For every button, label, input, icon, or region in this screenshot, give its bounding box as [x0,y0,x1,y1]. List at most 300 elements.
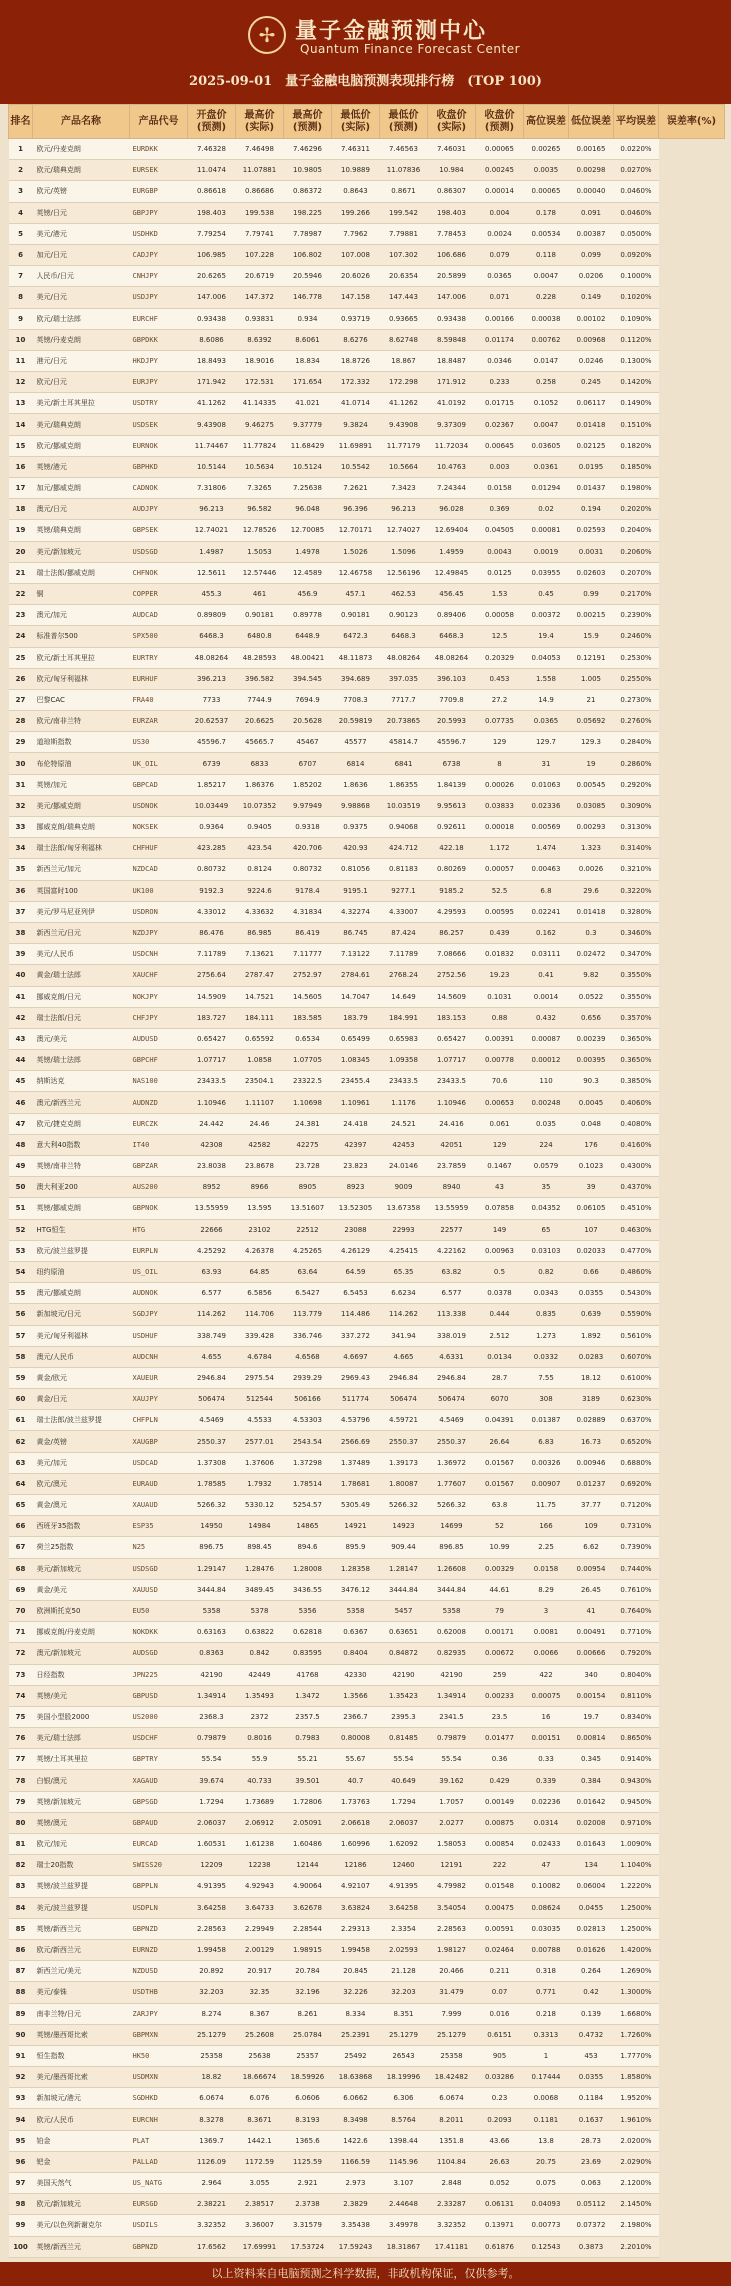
table-cell: 0.2760% [614,711,659,732]
table-cell: 10.9889 [332,160,380,181]
table-row [9,1664,725,1685]
table-cell: 0.8671 [380,181,428,202]
table-cell: 1.07705 [284,1050,332,1071]
table-cell: 1.77607 [428,1473,476,1494]
table-cell: 1.7294 [380,1791,428,1812]
table-cell: 3.32352 [188,2215,236,2236]
table-cell: 91 [9,2045,33,2066]
table-cell: 17 [9,478,33,499]
table-cell: 0.842 [236,1643,284,1664]
table-cell: 0.01477 [476,1728,524,1749]
table-cell: 86.745 [332,922,380,943]
table-cell: 25357 [284,2045,332,2066]
table-row [9,1007,725,1028]
table-cell: 7.13621 [236,944,284,965]
table-cell: 114.706 [236,1304,284,1325]
table-cell: 0.00788 [524,1939,569,1960]
table-cell: 0.1420% [614,372,659,393]
table-cell: 47 [524,1855,569,1876]
table-row [9,626,725,647]
table-row [9,1706,725,1727]
table-cell: 0.63163 [188,1622,236,1643]
table-cell: 0.00954 [569,1558,614,1579]
table-cell: 26.64 [476,1431,524,1452]
compass-logo-icon: ✢ [248,16,286,54]
table-cell: 2.0290% [614,2151,659,2172]
table-cell: 0.429 [476,1770,524,1791]
table-cell: 107.302 [380,244,428,265]
table-cell: 0.7120% [614,1495,659,1516]
table-cell: 0.1052 [524,393,569,414]
table-cell: 0.01567 [476,1473,524,1494]
table-cell: 0.20329 [476,647,524,668]
table-cell: 4.53796 [332,1410,380,1431]
table-row [9,647,725,668]
table-cell: 0.63822 [236,1622,284,1643]
table-cell: 1.86376 [236,774,284,795]
table-cell: 0.245 [569,372,614,393]
table-cell: 147.372 [236,287,284,308]
table-cell: 1.08345 [332,1050,380,1071]
table-cell: 14921 [332,1516,380,1537]
table-cell: 9.98868 [332,795,380,816]
table-cell: 1.5026 [332,541,380,562]
table-cell: 96.213 [188,499,236,520]
table-cell: 新加坡元/日元 [33,1304,130,1325]
table-cell: 20.917 [236,1961,284,1982]
table-cell: 0.36 [476,1749,524,1770]
table-cell: 100 [9,2236,33,2257]
table-row [9,1600,725,1621]
table-cell: 41.0714 [332,393,380,414]
table-cell: 53 [9,1240,33,1261]
table-cell: 瑞士法郎/波兰兹罗提 [33,1410,130,1431]
table-cell: 6.306 [380,2088,428,2109]
table-cell: 25492 [332,2045,380,2066]
table-cell: 0.03111 [524,944,569,965]
table-cell: 87.424 [380,922,428,943]
table-cell: 86.419 [284,922,332,943]
table-cell: 1.474 [524,838,569,859]
table-cell: 0.9140% [614,1749,659,1770]
table-cell: 7.31806 [188,478,236,499]
table-cell: 1.4959 [428,541,476,562]
table-cell: 65.35 [380,1261,428,1282]
table-cell: 2550.37 [188,1431,236,1452]
table-cell: 0.2840% [614,732,659,753]
table-cell: 48.28593 [236,647,284,668]
table-cell: 2372 [236,1706,284,1727]
table-cell: 172.298 [380,372,428,393]
brand-title-en: Quantum Finance Forecast Center [300,42,521,56]
table-cell: 909.44 [380,1537,428,1558]
table-cell: 7.3265 [236,478,284,499]
table-cell: 61 [9,1410,33,1431]
table-cell: 欧元/人民币 [33,2109,130,2130]
table-cell: 瑞士法郎/日元 [33,1007,130,1028]
table-cell: 0.00591 [476,1918,524,1939]
table-cell: EURDKK [130,139,188,160]
table-cell: 9.37779 [284,414,332,435]
table-cell: 23088 [332,1219,380,1240]
table-cell: SGDHKD [130,2088,188,2109]
table-cell: 澳元/日元 [33,499,130,520]
table-cell: 96.213 [380,499,428,520]
table-cell: 0.00075 [524,1685,569,1706]
table-cell: 1.5053 [236,541,284,562]
table-cell: 8.29 [524,1579,569,1600]
table-cell: 506474 [188,1389,236,1410]
table-cell: HTG [130,1219,188,1240]
table-cell: 0.934 [284,308,332,329]
table-cell: 17.69991 [236,2236,284,2257]
table-cell: 0.4080% [614,1113,659,1134]
table-cell: 10.4763 [428,456,476,477]
table-cell: 1.37298 [284,1452,332,1473]
table-cell: XAUCHF [130,965,188,986]
table-cell: 0.65592 [236,1028,284,1049]
table-cell: 1.172 [476,838,524,859]
table-cell: 0.02433 [524,1834,569,1855]
table-cell: 13.55959 [428,1198,476,1219]
table-cell: 4.6784 [236,1346,284,1367]
footer-disclaimer: 以上资料来自电脑预测之科学数据，非政机构保证，仅供参考。 [0,2262,731,2286]
table-cell: 42582 [236,1134,284,1155]
table-cell: 2.3738 [284,2194,332,2215]
table-cell: 41.1262 [188,393,236,414]
table-cell: 0.0365 [524,711,569,732]
table-cell: USDPLN [130,1897,188,1918]
table-cell: 39.162 [428,1770,476,1791]
table-cell: 41.14335 [236,393,284,414]
table-row [9,1240,725,1261]
table-cell: GBPTRY [130,1749,188,1770]
table-cell: 2.06037 [188,1812,236,1833]
table-row [9,753,725,774]
table-cell: 336.746 [284,1325,332,1346]
table-cell: 25.1279 [188,2024,236,2045]
table-cell: 1.36972 [428,1452,476,1473]
table-cell: 129.3 [569,732,614,753]
table-cell: 英镑/日元 [33,202,130,223]
table-cell: 0.149 [569,287,614,308]
table-cell: 0.8124 [236,859,284,880]
table-cell: 铜 [33,583,130,604]
table-cell: 0.03035 [524,1918,569,1939]
table-cell: 1.84139 [428,774,476,795]
table-cell: 0.02603 [569,562,614,583]
table-cell: 78 [9,1770,33,1791]
table-cell: 39.501 [284,1770,332,1791]
table-cell: 0.93831 [236,308,284,329]
table-cell: 4.25415 [380,1240,428,1261]
table-cell: 0.01832 [476,944,524,965]
table-cell: 2.1980% [614,2215,659,2236]
table-cell: 0.1000% [614,266,659,287]
table-cell: 1.28358 [332,1558,380,1579]
table-cell: 9.37309 [428,414,476,435]
table-cell: 87 [9,1961,33,1982]
table-cell: 77 [9,1749,33,1770]
table-cell: 28 [9,711,33,732]
table-cell: 0.0500% [614,223,659,244]
table-cell: 20.892 [188,1961,236,1982]
table-cell: 6468.3 [188,626,236,647]
table-cell: 0.3470% [614,944,659,965]
table-cell: 1.10698 [284,1092,332,1113]
table-cell: 0.0081 [524,1622,569,1643]
table-cell: 0.0047 [524,266,569,287]
table-cell: 56 [9,1304,33,1325]
table-cell: 1.0090% [614,1834,659,1855]
table-cell: 0.2070% [614,562,659,583]
table-cell: 7.46328 [188,139,236,160]
table-cell: 46 [9,1092,33,1113]
table-cell: 10.5144 [188,456,236,477]
table-cell: 23504.1 [236,1071,284,1092]
table-cell: 0.1637 [569,2109,614,2130]
table-cell: 0.00814 [569,1728,614,1749]
table-cell: 1.005 [569,668,614,689]
table-row [9,2088,725,2109]
table-cell: 171.912 [428,372,476,393]
table-cell: 44 [9,1050,33,1071]
table-cell: 0.00946 [569,1452,614,1473]
table-row [9,901,725,922]
table-cell: 506474 [428,1389,476,1410]
table-cell: 19.23 [476,965,524,986]
table-cell: 0.62008 [428,1622,476,1643]
table-cell: 0.9430% [614,1770,659,1791]
table-cell: 338.749 [188,1325,236,1346]
table-cell: 1.37606 [236,1452,284,1473]
table-cell: 7.46498 [236,139,284,160]
table-cell: 0.00215 [569,605,614,626]
table-cell: 2752.97 [284,965,332,986]
table-cell: CADNOK [130,478,188,499]
table-cell: 20.5899 [428,266,476,287]
table-cell: 0.01418 [569,414,614,435]
table-cell: 2.1200% [614,2173,659,2194]
table-cell: USDCHF [130,1728,188,1749]
table-cell: 20.62537 [188,711,236,732]
table-cell: 0.00293 [569,817,614,838]
table-cell: 88 [9,1982,33,2003]
table-cell: 2.29313 [332,1918,380,1939]
table-cell: 9.46275 [236,414,284,435]
table-cell: 27.2 [476,689,524,710]
table-cell: 1.07717 [428,1050,476,1071]
table-cell: 0.80732 [284,859,332,880]
table-cell: 欧元/南非兰特 [33,711,130,732]
table-cell: 0.00475 [476,1897,524,1918]
table-cell: 美国天然气 [33,2173,130,2194]
table-cell: 0.07 [476,1982,524,2003]
table-cell: 0.8016 [236,1728,284,1749]
table-cell: 339.428 [236,1325,284,1346]
table-cell: 18.867 [380,350,428,371]
table-cell: 0.771 [524,1982,569,2003]
table-cell: 2975.54 [236,1367,284,1388]
table-cell: 20.784 [284,1961,332,1982]
table-row [9,414,725,435]
table-cell: 8.274 [188,2003,236,2024]
table-cell: 1.9610% [614,2109,659,2130]
table-cell: GBPJPY [130,202,188,223]
table-cell: 0.01387 [524,1410,569,1431]
table-cell: 1.3566 [332,1685,380,1706]
table-cell: 7.55 [524,1367,569,1388]
table-cell: 1.34914 [188,1685,236,1706]
table-cell: 512544 [236,1389,284,1410]
table-row [9,1495,725,1516]
table-cell: HK50 [130,2045,188,2066]
table-row [9,1812,725,1833]
table-cell: 47 [9,1113,33,1134]
table-cell: 198.403 [188,202,236,223]
table-cell: 6833 [236,753,284,774]
table-cell: 338.019 [428,1325,476,1346]
table-cell: 0.4160% [614,1134,659,1155]
table-cell: 147.443 [380,287,428,308]
table-cell: HTG恒生 [33,1219,130,1240]
table-cell: 2946.84 [188,1367,236,1388]
table-cell: 8.6086 [188,329,236,350]
table-cell: EURCZK [130,1113,188,1134]
table-row [9,2067,725,2088]
table-cell: 0.00014 [476,181,524,202]
table-cell: 4.5469 [188,1410,236,1431]
table-cell: USDHUF [130,1325,188,1346]
table-cell: 英镑/澳元 [33,1812,130,1833]
table-cell: 147.158 [332,287,380,308]
table-cell: 45467 [284,732,332,753]
table-cell: 17.41181 [428,2236,476,2257]
table-cell: 新西兰元/加元 [33,859,130,880]
table-cell: 456.45 [428,583,476,604]
table-cell: 129 [476,732,524,753]
table-cell: 18.42482 [428,2067,476,2088]
table-cell: 20.6354 [380,266,428,287]
table-cell: 6739 [188,753,236,774]
table-cell: 24.521 [380,1113,428,1134]
table-cell: 1.28008 [284,1558,332,1579]
table-cell: 0.80732 [188,859,236,880]
table-cell: 0.00087 [524,1028,569,1049]
table-row [9,1558,725,1579]
table-cell: 0.7920% [614,1643,659,1664]
table-cell: 147.006 [428,287,476,308]
table-cell: 42275 [284,1134,332,1155]
table-cell: 0.00534 [524,223,569,244]
table-cell: 24.416 [428,1113,476,1134]
table-cell: 0.0270% [614,160,659,181]
table-cell: 0.00165 [569,139,614,160]
table-cell: 0.7390% [614,1537,659,1558]
table-cell: 1.7932 [236,1473,284,1494]
table-cell: 美元/波兰兹罗提 [33,1897,130,1918]
table-cell: 29 [9,732,33,753]
table-cell: 0.1820% [614,435,659,456]
table-cell: 荷兰25指数 [33,1537,130,1558]
table-cell: 183.79 [332,1007,380,1028]
table-cell: 0.00057 [476,859,524,880]
table-cell: UK100 [130,880,188,901]
table-cell: 12.49845 [428,562,476,583]
table-cell: 2.28563 [188,1918,236,1939]
table-cell: 1.86355 [380,774,428,795]
table-cell: 11.07836 [380,160,428,181]
table-cell: 0.13971 [476,2215,524,2236]
table-cell: 1.35493 [236,1685,284,1706]
table-cell: 55 [9,1283,33,1304]
table-cell: 4 [9,202,33,223]
table-cell: 10.03519 [380,795,428,816]
table-cell: 41.0192 [428,393,476,414]
table-cell: 107.008 [332,244,380,265]
table-row [9,668,725,689]
table-cell: 42190 [428,1664,476,1685]
table-cell: 13.595 [236,1198,284,1219]
table-cell: 43 [476,1177,524,1198]
table-cell: 0.0158 [524,1558,569,1579]
table-cell: 89 [9,2003,33,2024]
table-cell: 0.84872 [380,1643,428,1664]
table-cell: 52 [476,1516,524,1537]
table-cell: 黄金/日元 [33,1389,130,1410]
table-row [9,160,725,181]
table-cell: 0.00773 [524,2215,569,2236]
table-cell: 0.81485 [380,1728,428,1749]
table-cell: 欧元/新西兰元 [33,1939,130,1960]
table-row [9,711,725,732]
table-cell: 12.56196 [380,562,428,583]
table-cell: GBPNOK [130,1198,188,1219]
table-cell: 7733 [188,689,236,710]
table-cell: 0.01063 [524,774,569,795]
table-cell: 0.8643 [332,181,380,202]
column-header: 最低价 (预测) [380,105,428,139]
table-cell: 48.11873 [332,647,380,668]
table-cell: 25.0784 [284,2024,332,2045]
table-cell: 7.25638 [284,478,332,499]
table-cell: 50 [9,1177,33,1198]
table-cell: 0.7983 [284,1728,332,1749]
table-cell: 8 [9,287,33,308]
table-cell: 0.01642 [569,1791,614,1812]
table-cell: 7.11789 [188,944,236,965]
table-cell: 1.3000% [614,1982,659,2003]
table-cell: 1369.7 [188,2130,236,2151]
table-cell: 0.00854 [476,1834,524,1855]
table-cell: 4.33012 [188,901,236,922]
table-cell: 0.01174 [476,329,524,350]
table-cell: 63.64 [284,1261,332,1282]
table-cell: 146.778 [284,287,332,308]
table-cell: 63.82 [428,1261,476,1282]
column-header: 开盘价 (预测) [188,105,236,139]
table-cell: 35 [524,1177,569,1198]
table-row [9,2003,725,2024]
table-cell: 4.26129 [332,1240,380,1261]
table-cell: 0.10082 [524,1876,569,1897]
table-cell: 0.17444 [524,2067,569,2088]
table-cell: 0.6370% [614,1410,659,1431]
table-cell: GBPHKD [130,456,188,477]
table-cell: 0.00154 [569,1685,614,1706]
table-cell: 23433.5 [380,1071,428,1092]
table-cell: 2.06618 [332,1812,380,1833]
